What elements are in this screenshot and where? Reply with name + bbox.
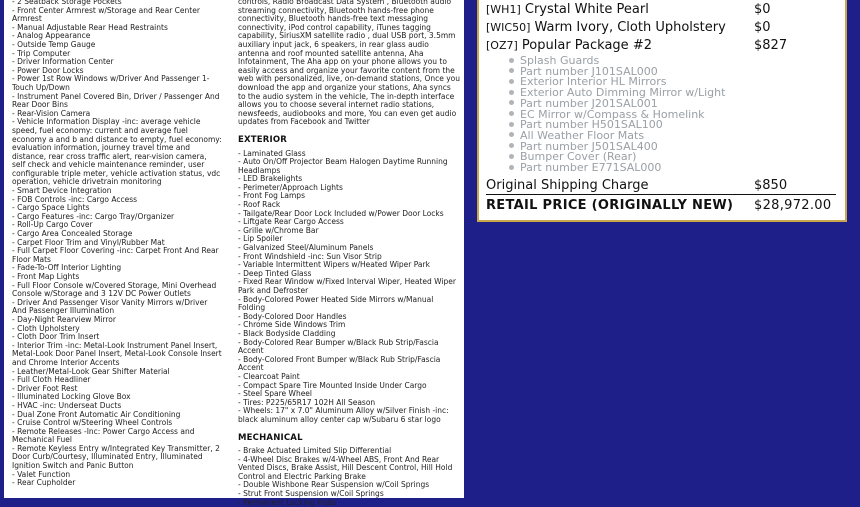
option-name: Crystal White Pearl [524, 2, 649, 17]
feature-item: - Black Bodyside Cladding [238, 328, 336, 338]
feature-item: - Rear-Vision Camera [12, 108, 91, 118]
feature-item: - FOB Controls -inc: Cargo Access [12, 194, 138, 204]
feature-item: - Tailgate/Rear Door Lock Included w/Power Door Locks [238, 208, 444, 218]
feature-item: - Body-Colored Power Heated Side Mirrors w/Manual Folding [238, 294, 434, 313]
feature-item: - Vehicle Information Display -inc: average vehicle speed, fuel economy: current and average fuel economy a and b and distance to empty, fuel economy: evaluation information, journey travel time and distance, rear cross traffic alert, rear-vision camera, self check and vehicle maintenance reminder, user configurable triple meter, vehicle activation status, vdc operation, vehicle drivetrain monitoring [12, 117, 222, 187]
feature-item: - Power 1st Row Windows w/Driver And Passenger 1-Touch Up/Down [12, 74, 210, 92]
package-item-label: Exterior Auto Dimming Mirror w/Light [520, 86, 726, 100]
feature-item: - Permanent Locking Hubs [238, 497, 337, 507]
feature-item: - Cargo Space Lights [12, 203, 90, 213]
feature-item: - Full Floor Console w/Covered Storage, Mini Overhead Console w/Storage and 3 12V DC Power Outlets [12, 280, 217, 299]
feature-item: - Full Cloth Headliner [12, 375, 91, 385]
feature-item: - Interior Trim -inc: Metal-Look Instrument Panel Insert, Metal-Look Door Panel Insert, Metal-Look Console Insert and Chrome Interior Accents [12, 340, 222, 367]
bullet-icon [509, 90, 514, 95]
package-item-label: Splash Guards [520, 54, 600, 67]
feature-item: - Instrument Panel Covered Bin, Driver / Passenger And Rear Door Bins [12, 91, 220, 110]
exterior-heading: EXTERIOR [238, 134, 288, 145]
divider [486, 194, 836, 195]
option-name: Warm Ivory, Cloth Upholstery [534, 20, 726, 35]
feature-item: - Front Windshield -inc: Sun Visor Strip [238, 251, 382, 261]
feature-item: - Remote Releases -Inc: Power Cargo Access and Mechanical Fuel [12, 426, 195, 445]
feature-item: - Roof Rack [238, 200, 281, 210]
feature-item: - Body-Colored Door Handles [238, 311, 347, 321]
feature-item: - 4-Wheel Disc Brakes w/4-Wheel ABS, Front And Rear Vented Discs, Brake Assist, Hill Descent Control, Hill Hold Control and Electric Parking Brake [238, 454, 453, 481]
feature-item: - Illuminated Locking Glove Box [12, 392, 131, 402]
feature-item: - Driver And Passenger Visor Vanity Mirrors w/Driver And Passenger Illumination [12, 297, 208, 316]
feature-item: - Variable Intermittent Wipers w/Heated Wiper Park [238, 260, 430, 270]
feature-item: - Cruise Control w/Steering Wheel Controls [12, 418, 173, 428]
bullet-icon [509, 58, 514, 63]
feature-item: - Galvanized Steel/Aluminum Panels [238, 243, 374, 253]
feature-item: - Cloth Upholstery [12, 323, 80, 333]
package-item-label: Part number E771SAL000 [520, 161, 662, 174]
shipping-label: Original Shipping Charge [486, 178, 649, 193]
feature-item: - Front Center Armrest w/Storage and Rear Center Armrest [12, 5, 200, 24]
audio-description: controls, Radio Broadcast Data System , Bluetooth audio streaming connectivity, Bluetooth hands-free phone connectivity, Bluetooth hands-free text messaging connectivity, iPod control capability, iTunes tagging capability, SiriusXM satellite radio , dual USB port, 3.5mm auxiliary input jack, 6 speakers, in rear glass audio antenna and roof mounted satellite antenna, Aha Infotainment, The Aha app on your phone allows you to easily access and organize your favorite content from the web with personalized, live, on-demand stations, Once you download the app and organize your stations, Aha syncs to the audio system in the vehicle, The in-depth interface allows you to choose several internet radio stations, newsfeeds, audiobooks and more, You can even get audio updates from Facebook and Twitter [238, 0, 460, 127]
package-item-label: EC Mirror w/Compass & Homelink [520, 107, 705, 121]
feature-item: - Rear Cupholder [12, 478, 76, 488]
feature-item: - Carpet Floor Trim and Vinyl/Rubber Mat [12, 237, 165, 247]
bullet-icon [509, 100, 514, 105]
feature-item: - Liftgate Rear Cargo Access [238, 217, 344, 227]
retail-price-row [486, 198, 832, 214]
features-middle-column [238, 0, 460, 507]
mechanical-heading: MECHANICAL [238, 432, 303, 443]
options-price-panel [477, 0, 847, 222]
feature-item: - Valet Function [12, 469, 71, 479]
bullet-icon [509, 79, 514, 84]
features-left-column [12, 0, 222, 488]
bullet-icon [509, 165, 514, 170]
feature-item: - Auto On/Off Projector Beam Halogen Daytime Running Headlamps [238, 157, 448, 175]
feature-item: - Tires: P225/65R17 102H All Season [238, 397, 376, 407]
bullet-icon [509, 143, 514, 148]
feature-item: - Dual Zone Front Automatic Air Conditioning [12, 409, 181, 419]
option-price: $0 [754, 2, 771, 17]
feature-item: - Cargo Area Concealed Storage [12, 229, 133, 239]
feature-item: - Trip Computer [12, 48, 71, 58]
feature-item: - Strut Front Suspension w/Coil Springs [238, 489, 384, 499]
feature-item: - Driver Foot Rest [12, 383, 78, 393]
feature-item: - Leather/Metal-Look Gear Shifter Material [12, 366, 170, 376]
package-item-label: Exterior Interior HL Mirrors [520, 75, 667, 89]
feature-item: - Full Carpet Floor Covering -inc: Carpet Front And Rear Floor Mats [12, 246, 219, 264]
shipping-row [486, 178, 832, 194]
feature-item: - LED Brakelights [238, 174, 303, 184]
feature-item: - Power Door Locks [12, 65, 84, 75]
option-price: $0 [754, 20, 771, 35]
window-sticker [4, 0, 464, 507]
feature-item: - Lip Spoiler [238, 234, 283, 244]
bullet-icon [509, 132, 514, 137]
feature-item: - Clearcoat Paint [238, 371, 300, 381]
feature-item: - Chrome Side Windows Trim [238, 320, 346, 330]
option-code: [OZ7] [486, 39, 518, 52]
option-name: Popular Package #2 [521, 38, 652, 53]
mechanical-list [238, 447, 460, 507]
feature-item: - Cargo Features -inc: Cargo Tray/Organizer [12, 211, 175, 221]
feature-item: - Roll-Up Cargo Cover [12, 220, 93, 230]
feature-item: - Double Wishbone Rear Suspension w/Coil Springs [238, 480, 430, 490]
option-row [486, 2, 832, 18]
feature-item: - Fixed Rear Window w/Fixed Interval Wiper, Heated Wiper Park and Defroster [238, 277, 456, 295]
retail-price: $28,972.00 [754, 198, 832, 213]
package-item [509, 163, 661, 174]
bullet-icon [509, 68, 514, 73]
package-item-label: Part number J201SAL001 [520, 96, 658, 110]
option-code: [WIC50] [486, 21, 531, 34]
feature-item: - Outside Temp Gauge [12, 39, 96, 49]
feature-item: - 2 Seatback Storage Pockets [12, 0, 122, 6]
feature-item: - Steel Spare Wheel [238, 389, 313, 399]
feature-item: - Front Fog Lamps [238, 191, 305, 201]
feature-item: - Remote Keyless Entry w/Integrated Key Transmitter, 2 Door Curb/Courtesy, Illuminated Entry, Illuminated Ignition Switch and Panic Button [12, 443, 220, 471]
shipping-price: $850 [754, 178, 788, 193]
option-code: [WH1] [486, 3, 521, 16]
feature-item: - Body-Colored Rear Bumper w/Black Rub Strip/Fascia Accent [238, 337, 439, 356]
option-row [486, 38, 832, 54]
feature-item: - Front Map Lights [12, 272, 80, 281]
package-item-label: Bumper Cover (Rear) [520, 150, 637, 164]
feature-item: - HVAC -inc: Underseat Ducts [12, 400, 122, 410]
feature-item: - Body-Colored Front Bumper w/Black Rub Strip/Fascia Accent [238, 354, 441, 373]
feature-item: - Driver Information Center [12, 57, 114, 67]
feature-item: - Analog Appearance [12, 31, 91, 41]
package-item-label: Part number J501SAL400 [520, 139, 658, 153]
bullet-icon [509, 111, 514, 116]
option-price: $827 [754, 38, 788, 53]
bullet-icon [509, 154, 514, 159]
feature-item: - Perimeter/Approach Lights [238, 182, 343, 192]
package-item-label: Part number H501SAL100 [520, 118, 663, 132]
feature-item: - Day-Night Rearview Mirror [12, 314, 116, 324]
feature-item: - Manual Adjustable Rear Head Restraints [12, 22, 168, 32]
feature-item: - Deep Tinted Glass [238, 268, 312, 278]
feature-item: - Compact Spare Tire Mounted Inside Under Cargo [238, 380, 427, 390]
exterior-list [238, 150, 460, 425]
feature-item: - Fade-To-Off Interior Lighting [12, 263, 122, 273]
feature-item: - Smart Device Integration [12, 186, 112, 196]
feature-item: - Cloth Door Trim Insert [12, 332, 100, 342]
feature-item: - Brake Actuated Limited Slip Differential [238, 446, 392, 456]
retail-label: RETAIL PRICE (ORIGINALLY NEW) [486, 198, 734, 213]
bullet-icon [509, 122, 514, 127]
feature-item: - Grille w/Chrome Bar [238, 225, 319, 235]
feature-item: - Wheels: 17" x 7.0" Aluminum Alloy w/Silver Finish -inc: black aluminum alloy center cap w/Subaru 6 star logo [238, 406, 449, 424]
option-row [486, 20, 832, 36]
feature-item: - Laminated Glass [238, 148, 306, 158]
package-item-label: Part number J101SAL000 [520, 64, 658, 78]
package-item-label: All Weather Floor Mats [520, 128, 645, 142]
